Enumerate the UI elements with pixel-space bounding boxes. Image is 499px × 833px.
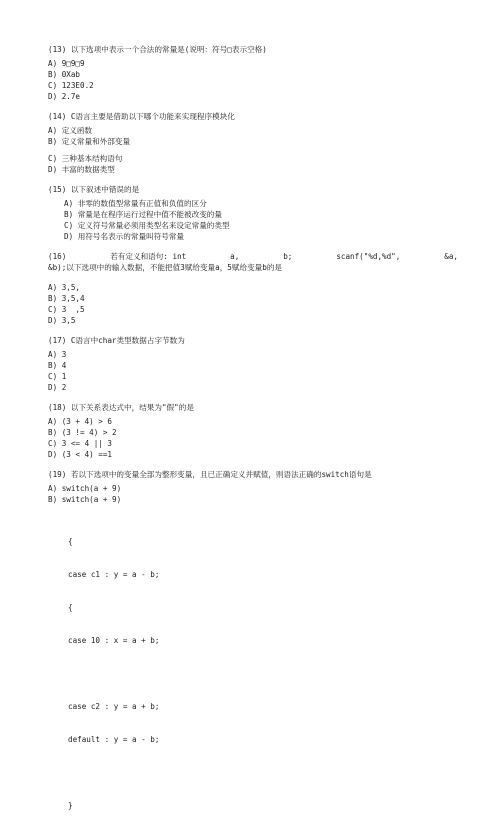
question-15 [48, 184, 458, 242]
option-b: B) 4 [48, 361, 67, 370]
option-d: D) 用符号名表示的常量叫符号常量 [64, 232, 185, 241]
code-line: default : y = a - b; [68, 735, 160, 744]
question-stem: (19) 若以下选项中的变量全部为整形变量，且已正确定义并赋值，则语法正确的switch语句是 [48, 470, 372, 479]
stem-part: b; [283, 252, 293, 261]
option-d: D) (3 < 4) ==1 [48, 450, 113, 459]
option-d: D) 2.7e [48, 92, 81, 101]
stem-part: 若有定义和语句: int [110, 252, 187, 261]
question-14 [48, 111, 458, 175]
stem-part: scanf("%d,%d", [336, 252, 401, 261]
code-line: case c1 : y = a - b; [68, 570, 160, 579]
option-d: D) 2 [48, 383, 67, 392]
code-line: } [68, 801, 73, 810]
option-c: C) 3 ,5 [48, 305, 85, 314]
code-line: case c2 : y = a + b; [68, 702, 160, 711]
question-stem: (15) 以下叙述中错误的是 [48, 185, 140, 194]
question-stem-line-2: &b);以下选项中的输入数据，不能把值3赋给变量a，5赋给变量b的是 [48, 263, 283, 272]
code-line: { [68, 603, 73, 612]
code-line [68, 668, 458, 679]
option-c: C) 3 <= 4 || 3 [48, 439, 113, 448]
code-line [68, 767, 458, 778]
question-13 [48, 44, 458, 102]
option-b: B) 定义常量和外部变量 [48, 137, 131, 146]
option-c: C) 1 [48, 372, 67, 381]
stem-part: (16) [48, 252, 67, 261]
question-18 [48, 402, 458, 460]
question-stem: (18) 以下关系表达式中，结果为"假"的是 [48, 403, 194, 412]
question-16 [48, 251, 458, 326]
question-stem-line-1 [48, 251, 458, 262]
question-stem: (13) 以下选项中表示一个合法的常量是(说明：符号□表示空格) [48, 45, 267, 54]
question-19 [48, 469, 458, 833]
option-b: B) switch(a + 9) [48, 495, 122, 504]
option-a: A) 9□9□9 [48, 59, 85, 68]
option-c: C) 三种基本结构语句 [48, 154, 123, 163]
question-stem: (14) C语言主要是借助以下哪个功能来实现程序模块化 [48, 112, 235, 121]
question-17 [48, 335, 458, 393]
option-c: C) 定义符号常量必须用类型名来设定常量的类型 [64, 221, 230, 230]
code-block [48, 514, 458, 833]
option-b: B) 常量是在程序运行过程中值不能被改变的量 [64, 210, 222, 219]
option-c: C) 123E0.2 [48, 81, 94, 90]
code-line: case 10 : x = a + b; [68, 636, 160, 645]
option-a: A) 3,5, [48, 283, 81, 292]
stem-part: a, [230, 252, 240, 261]
option-b: B) 0Xab [48, 70, 81, 79]
option-a: A) 定义函数 [48, 126, 93, 135]
exam-page [48, 44, 458, 833]
option-d: D) 丰富的数据类型 [48, 165, 115, 174]
option-a: A) 非零的数值型常量有正值和负值的区分 [64, 199, 207, 208]
code-line: { [68, 537, 73, 546]
option-a: A) switch(a + 9) [48, 484, 122, 493]
question-stem: (17) C语言中char类型数据占字节数为 [48, 336, 185, 345]
stem-part: &a, [444, 252, 458, 261]
option-a: A) 3 [48, 350, 67, 359]
option-a: A) (3 + 4) > 6 [48, 417, 113, 426]
option-b: B) 3,5,4 [48, 294, 85, 303]
option-d: D) 3,5 [48, 316, 76, 325]
option-b: B) (3 != 4) > 2 [48, 428, 117, 437]
